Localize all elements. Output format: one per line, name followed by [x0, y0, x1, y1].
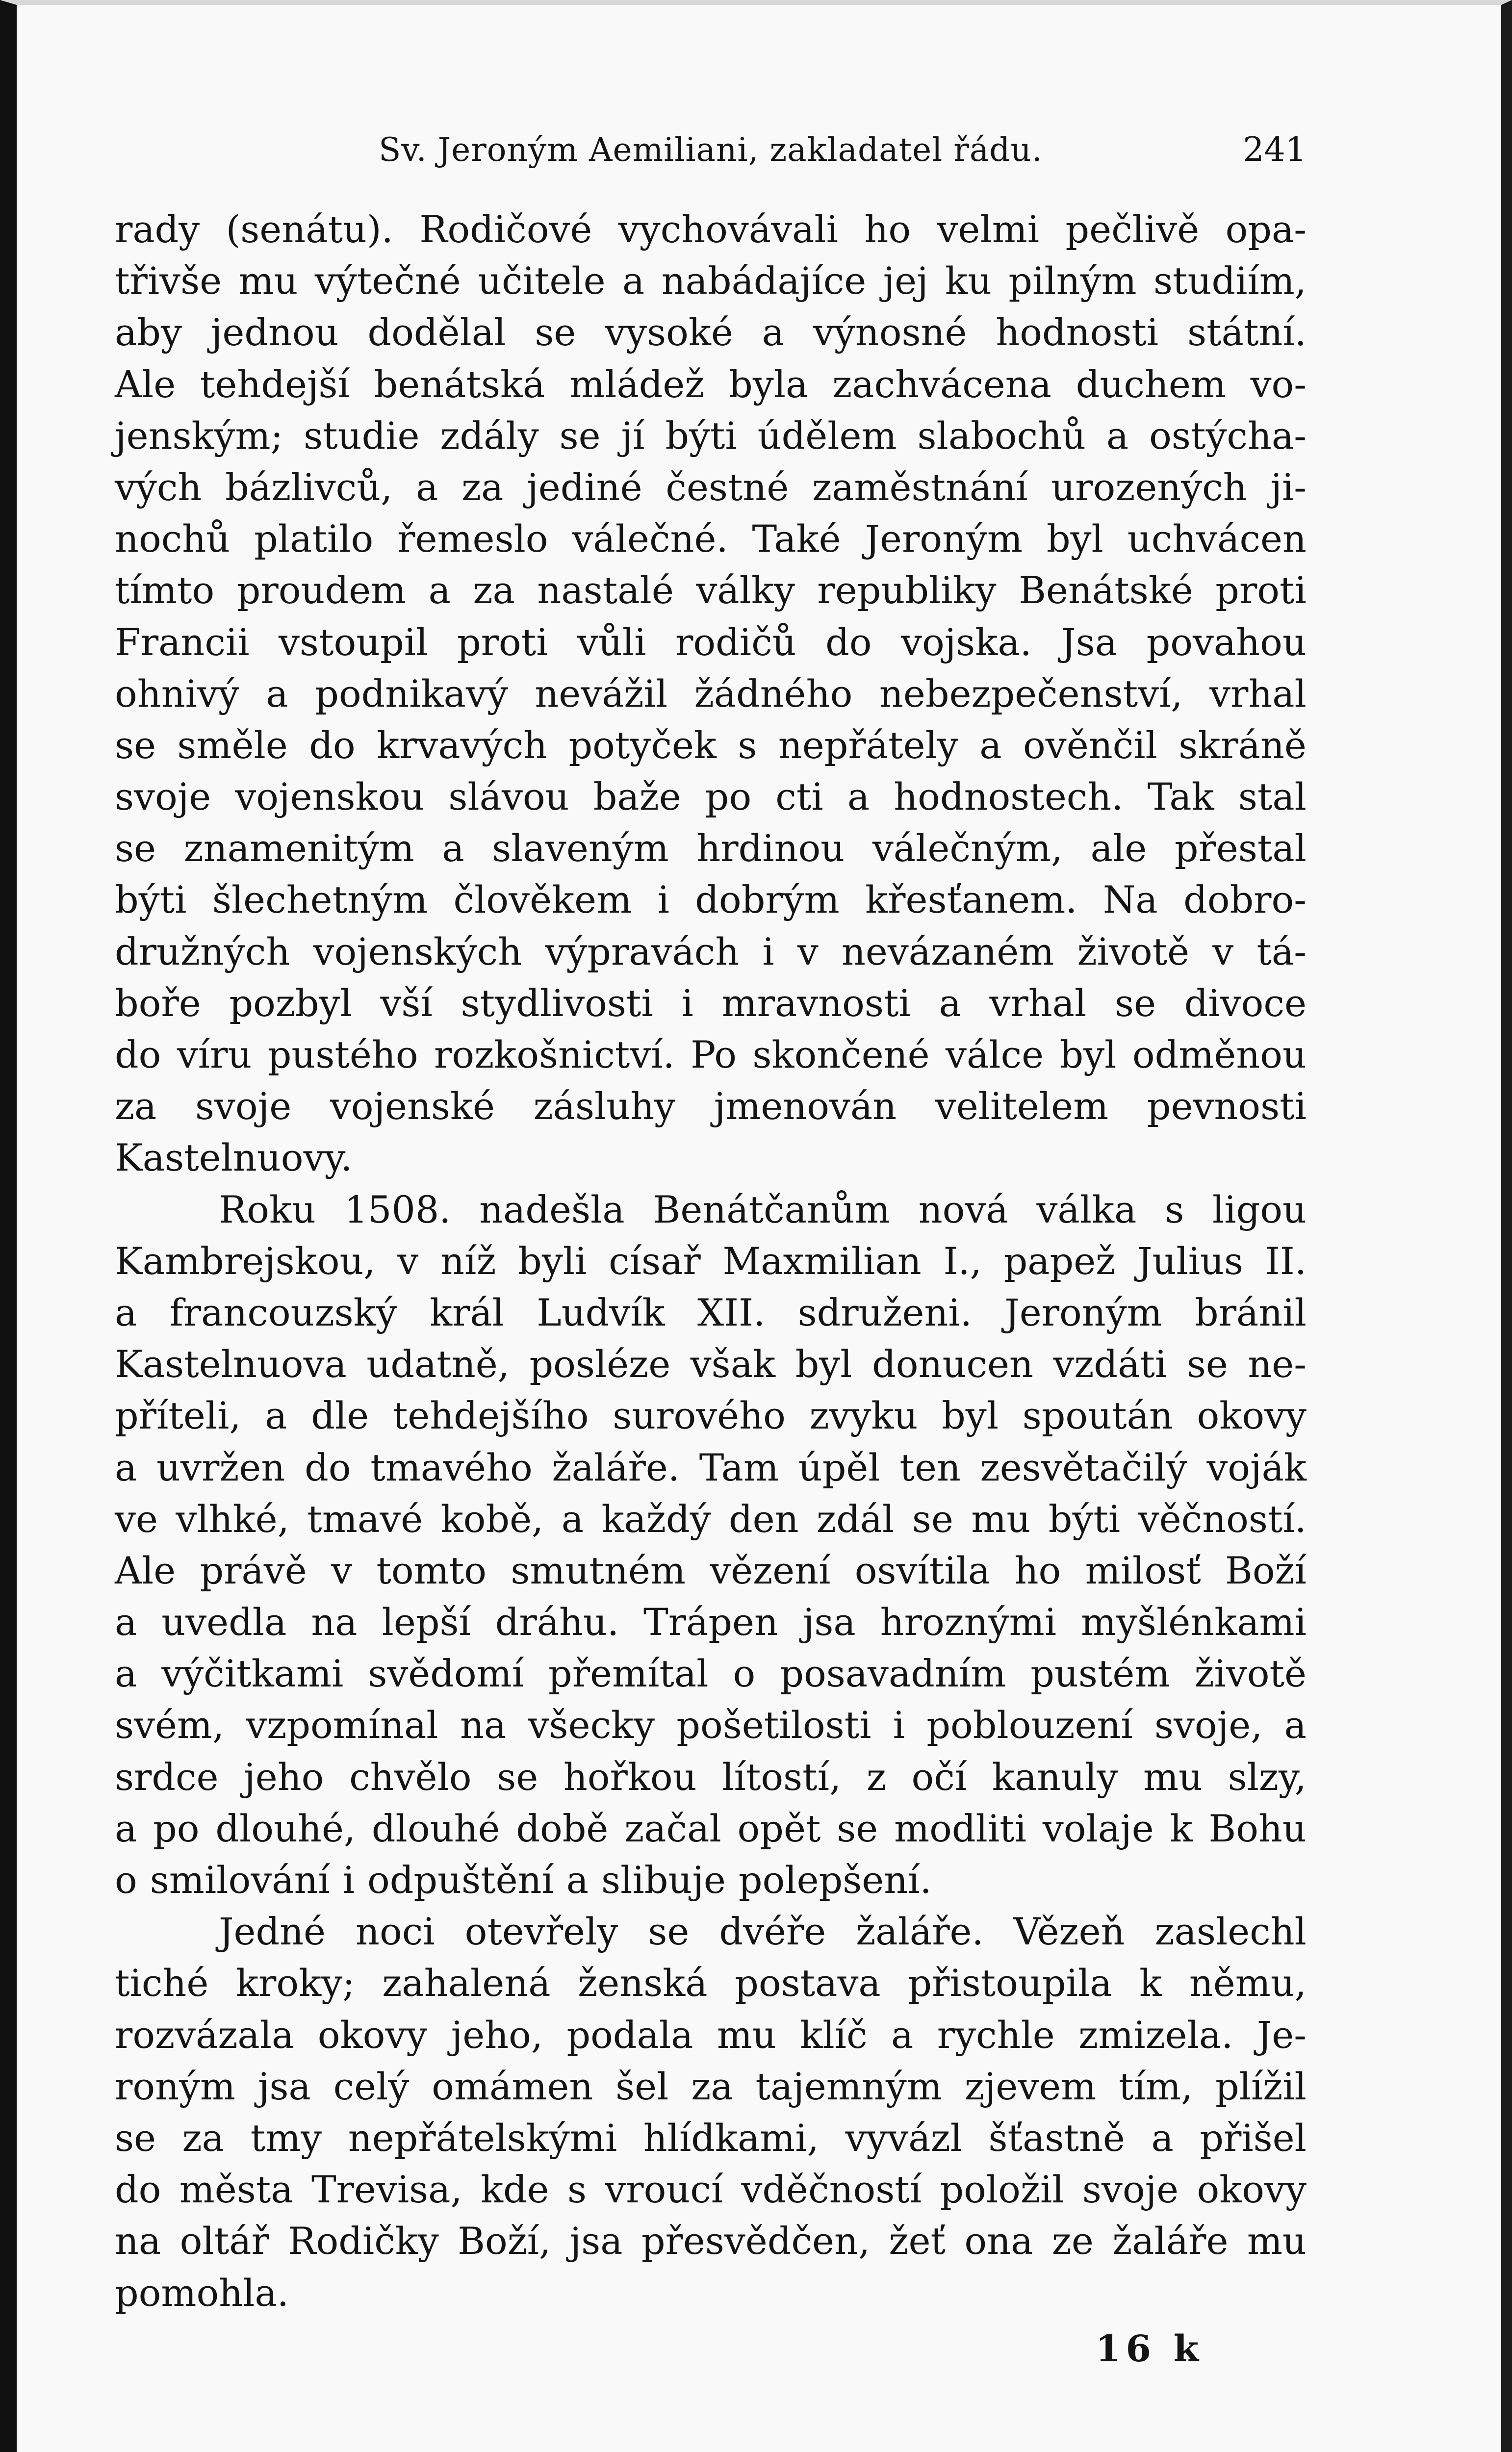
text-line: roným jsa celý omámen šel za tajemným zjevem tím, plížil	[115, 2064, 1307, 2108]
running-title: Sv. Jeroným Aemiliani, zakladatel řádu.	[379, 131, 1043, 169]
text-line: nochů platilo řemeslo válečné. Také Jeroným byl uchvácen	[115, 517, 1307, 561]
text-line: Jedné noci otevřely se dvéře žaláře. Vězeň zaslechl	[219, 1910, 1307, 1954]
text-line: družných vojenských výpravách i v nevázaném životě v tá-	[115, 929, 1307, 973]
text-line: svoje vojenskou slávou baže po cti a hodnostech. Tak stal	[115, 775, 1307, 819]
text-line: a francouzský král Ludvík XII. sdruženi. Jeroným bránil	[115, 1290, 1307, 1334]
text-line: Kambrejskou, v níž byli císař Maxmilian I., papež Julius II.	[115, 1239, 1307, 1283]
text-line: a uvedla na lepší dráhu. Trápen jsa hroznými myšlénkami	[115, 1600, 1307, 1644]
text-line: vých bázlivců, a za jediné čestné zaměstnání urozených ji-	[115, 465, 1307, 509]
text-line: se za tmy nepřátelskými hlídkami, vyvázl šťastně a přišel	[115, 2116, 1307, 2160]
text-line: tímto proudem a za nastalé války republiky Benátské proti	[115, 568, 1307, 613]
page-header	[115, 126, 1307, 175]
text-line: na oltář Rodičky Boží, jsa přesvědčen, žeť ona ze žaláře mu	[115, 2219, 1307, 2263]
text-line: příteli, a dle tehdejšího surového zvyku byl spoután okovy	[115, 1394, 1307, 1438]
text-line: do města Trevisa, kde s vroucí vděčností položil svoje okovy	[115, 2168, 1307, 2212]
body-text	[115, 204, 1307, 2319]
text-line: rady (senátu). Rodičové vychovávali ho velmi pečlivě opa-	[115, 207, 1307, 251]
text-line: a uvržen do tmavého žaláře. Tam úpěl ten zesvětačilý voják	[115, 1445, 1307, 1489]
printer-signature-mark: 16 k	[1096, 2328, 1204, 2370]
text-line: Ale právě v tomto smutném vězení osvítila ho milosť Boží	[115, 1548, 1307, 1592]
text-line: srdce jeho chvělo se hořkou lítostí, z očí kanuly mu slzy,	[115, 1755, 1307, 1799]
text-line: Kastelnuovy.	[115, 1136, 353, 1180]
text-line: se směle do krvavých potyček s nepřátely a ověnčil skráně	[115, 723, 1307, 767]
text-line: Kastelnuova udatně, posléze však byl donucen vzdáti se ne-	[115, 1342, 1307, 1386]
text-line: do víru pustého rozkošnictví. Po skončené válce byl odměnou	[115, 1033, 1307, 1076]
text-line: Ale tehdejší benátská mládež byla zachvácena duchem vo-	[115, 362, 1307, 406]
text-line: třivše mu výtečné učitele a nabádajíce jej ku pilným studiím,	[115, 259, 1307, 303]
text-line: o smilování i odpuštění a slibuje polepšení.	[115, 1858, 932, 1902]
text-line: rozvázala okovy jeho, podala mu klíč a rychle zmizela. Je-	[115, 2013, 1307, 2057]
text-line: Francii vstoupil proti vůli rodičů do vojska. Jsa povahou	[115, 620, 1307, 664]
text-line: se znamenitým a slaveným hrdinou válečným, ale přestal	[115, 826, 1307, 870]
text-line: Roku 1508. nadešla Benátčanům nová válka s ligou	[219, 1187, 1307, 1231]
text-line: jenským; studie zdály se jí býti údělem slabochů a ostýcha-	[115, 413, 1307, 458]
text-line: svém, vzpomínal na všecky pošetilosti i poblouzení svoje, a	[115, 1703, 1307, 1747]
text-line: aby jednou dodělal se vysoké a výnosné hodnosti státní.	[115, 310, 1307, 355]
text-line: a výčitkami svědomí přemítal o posavadním pustém životě	[115, 1652, 1307, 1696]
text-line: ohnivý a podnikavý nevážil žádného nebezpečenství, vrhal	[115, 671, 1307, 715]
text-line: boře pozbyl vší stydlivosti i mravnosti a vrhal se divoce	[115, 981, 1307, 1025]
text-line: za svoje vojenské zásluhy jmenován velitelem pevnosti	[115, 1084, 1307, 1128]
text-line: pomohla.	[115, 2271, 289, 2315]
text-line: a po dlouhé, dlouhé době začal opět se modliti volaje k Bohu	[115, 1806, 1307, 1850]
page-number: 241	[1243, 130, 1307, 169]
text-line: ve vlhké, tmavé kobě, a každý den zdál se mu býti věčností.	[115, 1497, 1307, 1541]
text-line: tiché kroky; zahalená ženská postava přistoupila k němu,	[115, 1961, 1307, 2005]
text-line: býti šlechetným člověkem i dobrým křesťanem. Na dobro-	[115, 878, 1307, 922]
